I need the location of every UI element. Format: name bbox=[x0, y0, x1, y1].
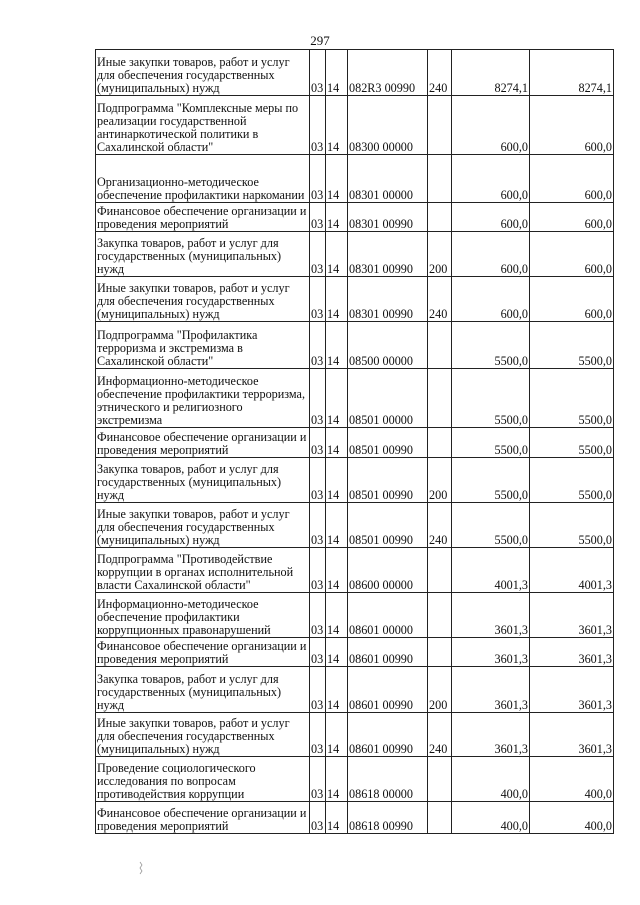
section-code-cell: 03 bbox=[310, 277, 326, 322]
program-code: 08501 bbox=[349, 533, 380, 547]
amount-1-cell: 600,0 bbox=[452, 277, 530, 322]
expense-name-cell: Иные закупки товаров, работ и услуг для обеспечения государственных (муниципальных) нужд bbox=[96, 50, 310, 96]
direction-code: 00000 bbox=[382, 188, 413, 202]
direction-code: 00990 bbox=[384, 81, 416, 95]
section-code-cell: 03 bbox=[310, 458, 326, 503]
expense-type-cell: 200 bbox=[428, 667, 452, 713]
expense-name-cell: Подпрограмма "Противодействие коррупции в органах исполнительной власти Сахалинской области" bbox=[96, 548, 310, 593]
subsection-code-cell: 14 bbox=[326, 322, 348, 369]
direction-code: 00990 bbox=[382, 262, 413, 276]
amount-1-cell: 5500,0 bbox=[452, 458, 530, 503]
subsection-code-cell: 14 bbox=[326, 802, 348, 834]
amount-1-cell: 600,0 bbox=[452, 232, 530, 277]
expense-type-cell: 240 bbox=[428, 713, 452, 757]
program-code: 08601 bbox=[349, 623, 380, 637]
table-row bbox=[96, 232, 614, 277]
target-article-cell bbox=[348, 593, 428, 638]
expense-type-cell: 200 bbox=[428, 458, 452, 503]
section-code-cell: 03 bbox=[310, 638, 326, 667]
section-code-cell: 03 bbox=[310, 322, 326, 369]
expense-type-cell bbox=[428, 155, 452, 203]
table-row bbox=[96, 802, 614, 834]
amount-2-cell: 8274,1 bbox=[530, 50, 614, 96]
table-row bbox=[96, 638, 614, 667]
amount-2-cell: 600,0 bbox=[530, 203, 614, 232]
section-code-cell: 03 bbox=[310, 713, 326, 757]
section-code-cell: 03 bbox=[310, 96, 326, 155]
expense-name-cell: Финансовое обеспечение организации и проведения мероприятий bbox=[96, 203, 310, 232]
table-row bbox=[96, 50, 614, 96]
subsection-code-cell: 14 bbox=[326, 713, 348, 757]
expense-name-cell: Информационно-методическое обеспечение профилактики коррупционных правонарушений bbox=[96, 593, 310, 638]
table-row bbox=[96, 155, 614, 203]
table-row bbox=[96, 757, 614, 802]
amount-2-cell: 600,0 bbox=[530, 277, 614, 322]
direction-code: 00990 bbox=[382, 742, 413, 756]
target-article-cell bbox=[348, 458, 428, 503]
table-row bbox=[96, 203, 614, 232]
table-row bbox=[96, 548, 614, 593]
direction-code: 00000 bbox=[382, 787, 413, 801]
program-code: 08501 bbox=[349, 443, 380, 457]
amount-1-cell: 3601,3 bbox=[452, 713, 530, 757]
expense-name-cell: Иные закупки товаров, работ и услуг для обеспечения государственных (муниципальных) нужд bbox=[96, 503, 310, 548]
amount-1-cell: 400,0 bbox=[452, 802, 530, 834]
subsection-code-cell: 14 bbox=[326, 548, 348, 593]
target-article-cell bbox=[348, 277, 428, 322]
program-code: 08301 bbox=[349, 262, 380, 276]
table-row bbox=[96, 458, 614, 503]
expense-name-cell: Иные закупки товаров, работ и услуг для обеспечения государственных (муниципальных) нужд bbox=[96, 713, 310, 757]
direction-code: 00990 bbox=[382, 819, 413, 833]
expense-type-cell bbox=[428, 638, 452, 667]
program-code: 08301 bbox=[349, 307, 380, 321]
amount-2-cell: 600,0 bbox=[530, 96, 614, 155]
expense-name-cell: Финансовое обеспечение организации и проведения мероприятий bbox=[96, 802, 310, 834]
budget-table-body bbox=[96, 50, 614, 834]
expense-name-cell: Проведение социологического исследования по вопросам противодействия коррупции bbox=[96, 757, 310, 802]
subsection-code-cell: 14 bbox=[326, 96, 348, 155]
subsection-code-cell: 14 bbox=[326, 50, 348, 96]
table-row bbox=[96, 96, 614, 155]
expense-name-cell: Закупка товаров, работ и услуг для государственных (муниципальных) нужд bbox=[96, 232, 310, 277]
amount-2-cell: 4001,3 bbox=[530, 548, 614, 593]
target-article-cell bbox=[348, 757, 428, 802]
program-code: 08618 bbox=[349, 819, 380, 833]
expense-type-cell bbox=[428, 96, 452, 155]
amount-1-cell: 5500,0 bbox=[452, 322, 530, 369]
section-code-cell: 03 bbox=[310, 155, 326, 203]
expense-type-cell bbox=[428, 593, 452, 638]
amount-1-cell: 600,0 bbox=[452, 96, 530, 155]
expense-type-cell bbox=[428, 428, 452, 458]
expense-type-cell bbox=[428, 369, 452, 428]
expense-type-cell bbox=[428, 802, 452, 834]
section-code-cell: 03 bbox=[310, 667, 326, 713]
subsection-code-cell: 14 bbox=[326, 458, 348, 503]
target-article-cell bbox=[348, 232, 428, 277]
direction-code: 00000 bbox=[382, 140, 413, 154]
program-code: 08600 bbox=[349, 578, 380, 592]
expense-type-cell: 240 bbox=[428, 503, 452, 548]
section-code-cell: 03 bbox=[310, 428, 326, 458]
budget-table bbox=[95, 49, 614, 834]
amount-1-cell: 4001,3 bbox=[452, 548, 530, 593]
direction-code: 00990 bbox=[382, 698, 413, 712]
target-article-cell bbox=[348, 322, 428, 369]
direction-code: 00000 bbox=[382, 623, 413, 637]
amount-2-cell: 400,0 bbox=[530, 802, 614, 834]
subsection-code-cell: 14 bbox=[326, 428, 348, 458]
amount-2-cell: 5500,0 bbox=[530, 322, 614, 369]
direction-code: 00990 bbox=[382, 533, 413, 547]
expense-name-cell: Подпрограмма "Профилактика терроризма и экстремизма в Сахалинской области" bbox=[96, 322, 310, 369]
subsection-code-cell: 14 bbox=[326, 232, 348, 277]
table-row bbox=[96, 593, 614, 638]
target-article-cell bbox=[348, 155, 428, 203]
target-article-cell bbox=[348, 548, 428, 593]
amount-2-cell: 5500,0 bbox=[530, 428, 614, 458]
direction-code: 00000 bbox=[382, 578, 413, 592]
expense-name-cell: Финансовое обеспечение организации и проведения мероприятий bbox=[96, 428, 310, 458]
amount-2-cell: 3601,3 bbox=[530, 713, 614, 757]
amount-1-cell: 3601,3 bbox=[452, 593, 530, 638]
amount-2-cell: 3601,3 bbox=[530, 593, 614, 638]
direction-code: 00990 bbox=[382, 217, 413, 231]
amount-2-cell: 5500,0 bbox=[530, 503, 614, 548]
table-row bbox=[96, 667, 614, 713]
section-code-cell: 03 bbox=[310, 548, 326, 593]
program-code: 08301 bbox=[349, 188, 380, 202]
section-code-cell: 03 bbox=[310, 593, 326, 638]
expense-type-cell: 240 bbox=[428, 277, 452, 322]
target-article-cell bbox=[348, 713, 428, 757]
program-code: 08618 bbox=[349, 787, 380, 801]
table-row bbox=[96, 369, 614, 428]
program-code: 08301 bbox=[349, 217, 380, 231]
direction-code: 00990 bbox=[382, 443, 413, 457]
section-code-cell: 03 bbox=[310, 203, 326, 232]
expense-type-cell bbox=[428, 203, 452, 232]
target-article-cell bbox=[348, 369, 428, 428]
subsection-code-cell: 14 bbox=[326, 667, 348, 713]
direction-code: 00000 bbox=[382, 413, 413, 427]
expense-type-cell bbox=[428, 548, 452, 593]
section-code-cell: 03 bbox=[310, 802, 326, 834]
program-code: 08500 bbox=[349, 354, 380, 368]
expense-name-cell: Закупка товаров, работ и услуг для государственных (муниципальных) нужд bbox=[96, 667, 310, 713]
amount-1-cell: 8274,1 bbox=[452, 50, 530, 96]
table-row bbox=[96, 713, 614, 757]
table-row bbox=[96, 277, 614, 322]
expense-type-cell: 240 bbox=[428, 50, 452, 96]
table-row bbox=[96, 322, 614, 369]
expense-type-cell bbox=[428, 322, 452, 369]
amount-2-cell: 600,0 bbox=[530, 232, 614, 277]
table-row bbox=[96, 428, 614, 458]
amount-2-cell: 5500,0 bbox=[530, 458, 614, 503]
amount-2-cell: 400,0 bbox=[530, 757, 614, 802]
program-code: 08601 bbox=[349, 652, 380, 666]
program-code: 08300 bbox=[349, 140, 380, 154]
target-article-cell bbox=[348, 667, 428, 713]
amount-1-cell: 5500,0 bbox=[452, 503, 530, 548]
section-code-cell: 03 bbox=[310, 369, 326, 428]
amount-1-cell: 5500,0 bbox=[452, 369, 530, 428]
expense-type-cell bbox=[428, 757, 452, 802]
direction-code: 00990 bbox=[382, 652, 413, 666]
program-code: 08501 bbox=[349, 488, 380, 502]
amount-2-cell: 3601,3 bbox=[530, 667, 614, 713]
expense-name-cell: Организационно-методическое обеспечение профилактики наркомании bbox=[96, 155, 310, 203]
amount-1-cell: 600,0 bbox=[452, 203, 530, 232]
subsection-code-cell: 14 bbox=[326, 503, 348, 548]
scan-speck bbox=[137, 861, 145, 875]
target-article-cell bbox=[348, 96, 428, 155]
target-article-cell bbox=[348, 638, 428, 667]
amount-2-cell: 3601,3 bbox=[530, 638, 614, 667]
subsection-code-cell: 14 bbox=[326, 638, 348, 667]
expense-name-cell: Информационно-методическое обеспечение профилактики терроризма, этнического и религиозного экстремизма bbox=[96, 369, 310, 428]
amount-1-cell: 3601,3 bbox=[452, 667, 530, 713]
target-article-cell bbox=[348, 503, 428, 548]
section-code-cell: 03 bbox=[310, 503, 326, 548]
amount-2-cell: 5500,0 bbox=[530, 369, 614, 428]
section-code-cell: 03 bbox=[310, 757, 326, 802]
expense-name-cell: Финансовое обеспечение организации и проведения мероприятий bbox=[96, 638, 310, 667]
page-number: 297 bbox=[310, 33, 330, 48]
target-article-cell bbox=[348, 50, 428, 96]
subsection-code-cell: 14 bbox=[326, 155, 348, 203]
direction-code: 00000 bbox=[382, 354, 413, 368]
expense-name-cell: Закупка товаров, работ и услуг для государственных (муниципальных) нужд bbox=[96, 458, 310, 503]
target-article-cell bbox=[348, 428, 428, 458]
direction-code: 00990 bbox=[382, 307, 413, 321]
subsection-code-cell: 14 bbox=[326, 203, 348, 232]
section-code-cell: 03 bbox=[310, 50, 326, 96]
subsection-code-cell: 14 bbox=[326, 593, 348, 638]
subsection-code-cell: 14 bbox=[326, 369, 348, 428]
table-row bbox=[96, 503, 614, 548]
program-code: 08601 bbox=[349, 742, 380, 756]
amount-1-cell: 400,0 bbox=[452, 757, 530, 802]
program-code: 08501 bbox=[349, 413, 380, 427]
subsection-code-cell: 14 bbox=[326, 757, 348, 802]
amount-1-cell: 3601,3 bbox=[452, 638, 530, 667]
amount-1-cell: 600,0 bbox=[452, 155, 530, 203]
expense-name-cell: Иные закупки товаров, работ и услуг для обеспечения государственных (муниципальных) нужд bbox=[96, 277, 310, 322]
amount-1-cell: 5500,0 bbox=[452, 428, 530, 458]
target-article-cell bbox=[348, 802, 428, 834]
program-code: 082R3 bbox=[349, 81, 382, 95]
target-article-cell bbox=[348, 203, 428, 232]
subsection-code-cell: 14 bbox=[326, 277, 348, 322]
direction-code: 00990 bbox=[382, 488, 413, 502]
program-code: 08601 bbox=[349, 698, 380, 712]
expense-name-cell: Подпрограмма "Комплексные меры по реализации государственной антинаркотической политики в Сахалинской области" bbox=[96, 96, 310, 155]
expense-type-cell: 200 bbox=[428, 232, 452, 277]
amount-2-cell: 600,0 bbox=[530, 155, 614, 203]
section-code-cell: 03 bbox=[310, 232, 326, 277]
